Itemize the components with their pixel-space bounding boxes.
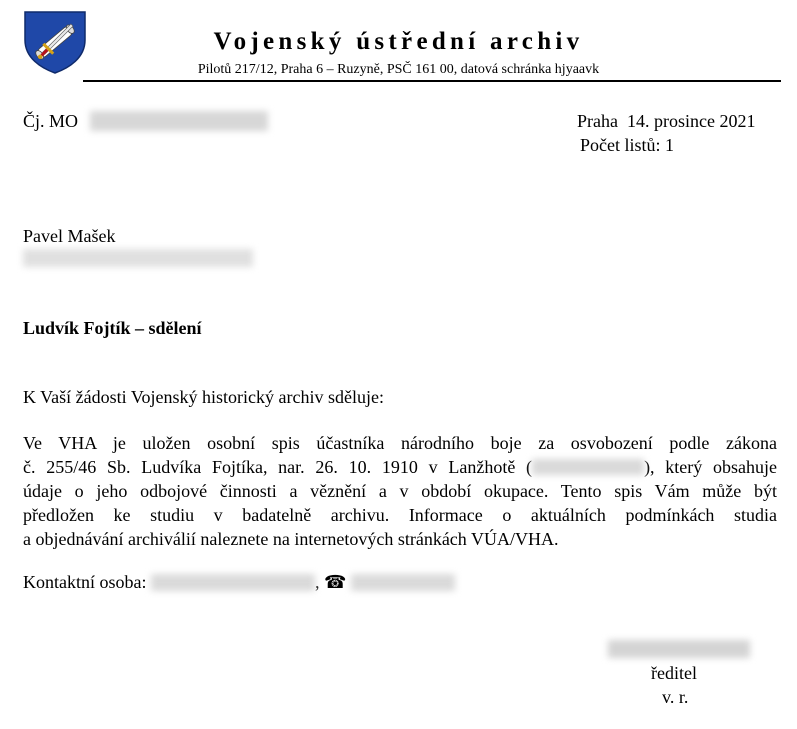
paragraph-line: Ve VHA je uložen osobní spis účastníka národního boje za osvobození podle zákona bbox=[23, 433, 777, 453]
paragraph-line bbox=[23, 455, 777, 479]
contact-person-redacted bbox=[151, 574, 315, 591]
main-paragraph bbox=[23, 431, 777, 551]
paragraph-text: č. 255/46 Sb. Ludvíka Fojtíka, nar. 26. 10. 1910 v Lanžhotě ( bbox=[23, 457, 533, 477]
director-title: ředitel bbox=[651, 663, 697, 683]
paragraph-line: a objednávání archiválií naleznete na internetových stránkách VÚA/VHA. bbox=[23, 529, 559, 549]
letter-subject: Ludvík Fojtík – sdělení bbox=[23, 318, 202, 338]
paragraph-text: ), který obsahuje bbox=[644, 457, 778, 477]
contact-separator: , bbox=[315, 572, 320, 592]
recipient-name: Pavel Mašek bbox=[23, 226, 116, 246]
contact-label: Kontaktní osoba: bbox=[23, 572, 147, 592]
paragraph-line: údaje o jeho odbojové činnosti a věznění a v období okupace. Tento spis Vám může být bbox=[23, 481, 777, 501]
organization-name: Vojenský ústřední archiv bbox=[213, 28, 584, 55]
recipient-email-redacted bbox=[23, 249, 253, 267]
signature-vr: v. r. bbox=[662, 687, 689, 707]
header-divider bbox=[83, 80, 781, 82]
contact-line bbox=[23, 570, 455, 594]
contact-phone-redacted bbox=[351, 574, 455, 591]
organization-address: Pilotů 217/12, Praha 6 – Ruzyně, PSČ 161 00, datová schránka hjyaavk bbox=[197, 62, 600, 77]
reference-number-label: Čj. MO bbox=[23, 111, 79, 131]
telephone-icon: ☎ bbox=[324, 572, 347, 592]
paragraph-line: předložen ke studiu v badatelně archivu. Informace o aktuálních podmínkách studia bbox=[23, 505, 777, 525]
reference-number-redacted bbox=[90, 111, 268, 131]
sheet-count: Počet listů: 1 bbox=[580, 135, 674, 155]
director-name-redacted bbox=[608, 640, 750, 658]
intro-sentence: K Vaší žádosti Vojenský historický archiv sděluje: bbox=[23, 387, 384, 407]
birthplace-detail-redacted bbox=[532, 459, 644, 475]
place-and-date: Praha 14. prosince 2021 bbox=[577, 111, 756, 131]
